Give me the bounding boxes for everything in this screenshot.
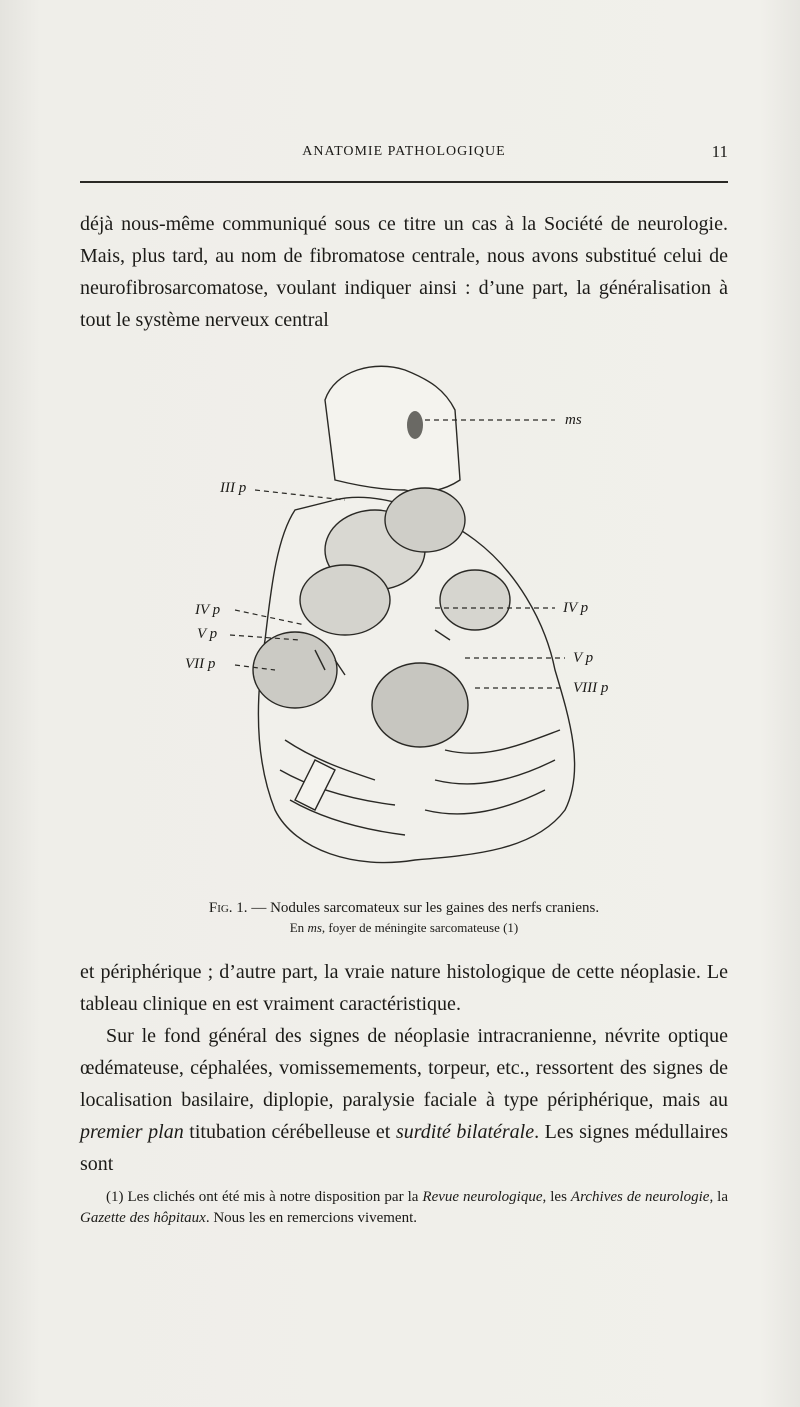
- running-head: [80, 142, 728, 166]
- label-IV-p-left: IV p: [195, 602, 221, 618]
- page-number: 11: [711, 142, 728, 161]
- paragraph-2: et périphérique ; d’autre part, la vraie nature histologique de cette néoplasie. Le tableau clinique en est vraiment caractéristique.: [80, 961, 728, 1015]
- footnote-part-3: , la: [709, 1189, 729, 1205]
- label-IV-p-right: IV p: [563, 600, 589, 616]
- paragraph-3-em-premier-plan: premier plan: [80, 1121, 184, 1143]
- label-VII-p-left: VII p: [185, 656, 216, 672]
- caption-line2-ms: ms: [307, 920, 322, 935]
- label-ms: ms: [565, 412, 582, 428]
- label-VIII-p-right: VIII p: [573, 680, 609, 696]
- running-title: ANATOMIE PATHOLOGIQUE: [302, 144, 506, 159]
- body-text-bottom: [80, 956, 728, 1180]
- footnote-marker: (1): [106, 1189, 124, 1205]
- figure-brain-illustration: [175, 340, 635, 880]
- footnote: [80, 1187, 728, 1229]
- label-III-p: III p: [220, 480, 247, 496]
- caption-line2-prefix: En: [289, 920, 308, 935]
- brain-drawing: [175, 340, 635, 880]
- label-V-p-right: V p: [573, 650, 594, 666]
- footnote-archives: Archives de neurologie: [570, 1189, 710, 1205]
- caption-line2-suffix: , foyer de méningite sarcomateuse (1): [321, 920, 519, 935]
- header-rule: [80, 181, 728, 183]
- footnote-text: [80, 1187, 728, 1229]
- paragraph-3-part-a: Sur le fond général des signes de néoplasie intracranienne, névrite optique œdémateuse, céphalées, vomissemements, torpeur, etc., ressortent des signes de localisation basilaire, diplopie, paralysie faciale à type périphérique, mais au: [80, 1025, 728, 1111]
- figure-caption: [80, 898, 728, 938]
- paragraph-3-em-surdite: surdité bilatérale: [395, 1121, 535, 1143]
- caption-line-2: [80, 918, 728, 938]
- paragraph-1: déjà nous-même communiqué sous ce titre un cas à la Société de neurologie. Mais, plus tard, au nom de fibromatose centrale, nous avons substitué celui de neurofibrosarcomatose, voulant indiquer ainsi : d’une part, la généralisation à tout le système nerveux central: [80, 213, 728, 331]
- paragraph-3-part-b: titubation cérébelleuse et: [183, 1121, 396, 1143]
- caption-line-1: [80, 898, 728, 918]
- footnote-gazette: Gazette des hôpitaux: [80, 1210, 206, 1226]
- caption-text: — Nodules sarcomateux sur les gaines des nerfs craniens.: [247, 900, 600, 916]
- footnote-part-1: Les clichés ont été mis à notre disposition par la: [123, 1189, 423, 1205]
- footnote-revue: Revue neurologique: [422, 1189, 543, 1205]
- paragraph-3: [80, 1020, 728, 1180]
- label-V-p-left: V p: [197, 626, 218, 642]
- caption-fig-number: Fig. 1.: [208, 900, 248, 916]
- footnote-part-2: , les: [542, 1189, 571, 1205]
- footnote-part-4: . Nous les en remercions vivement.: [205, 1210, 418, 1226]
- paragraph-3-part-c: . Les signes médullaires sont: [80, 1121, 728, 1175]
- body-text-top: [80, 208, 728, 336]
